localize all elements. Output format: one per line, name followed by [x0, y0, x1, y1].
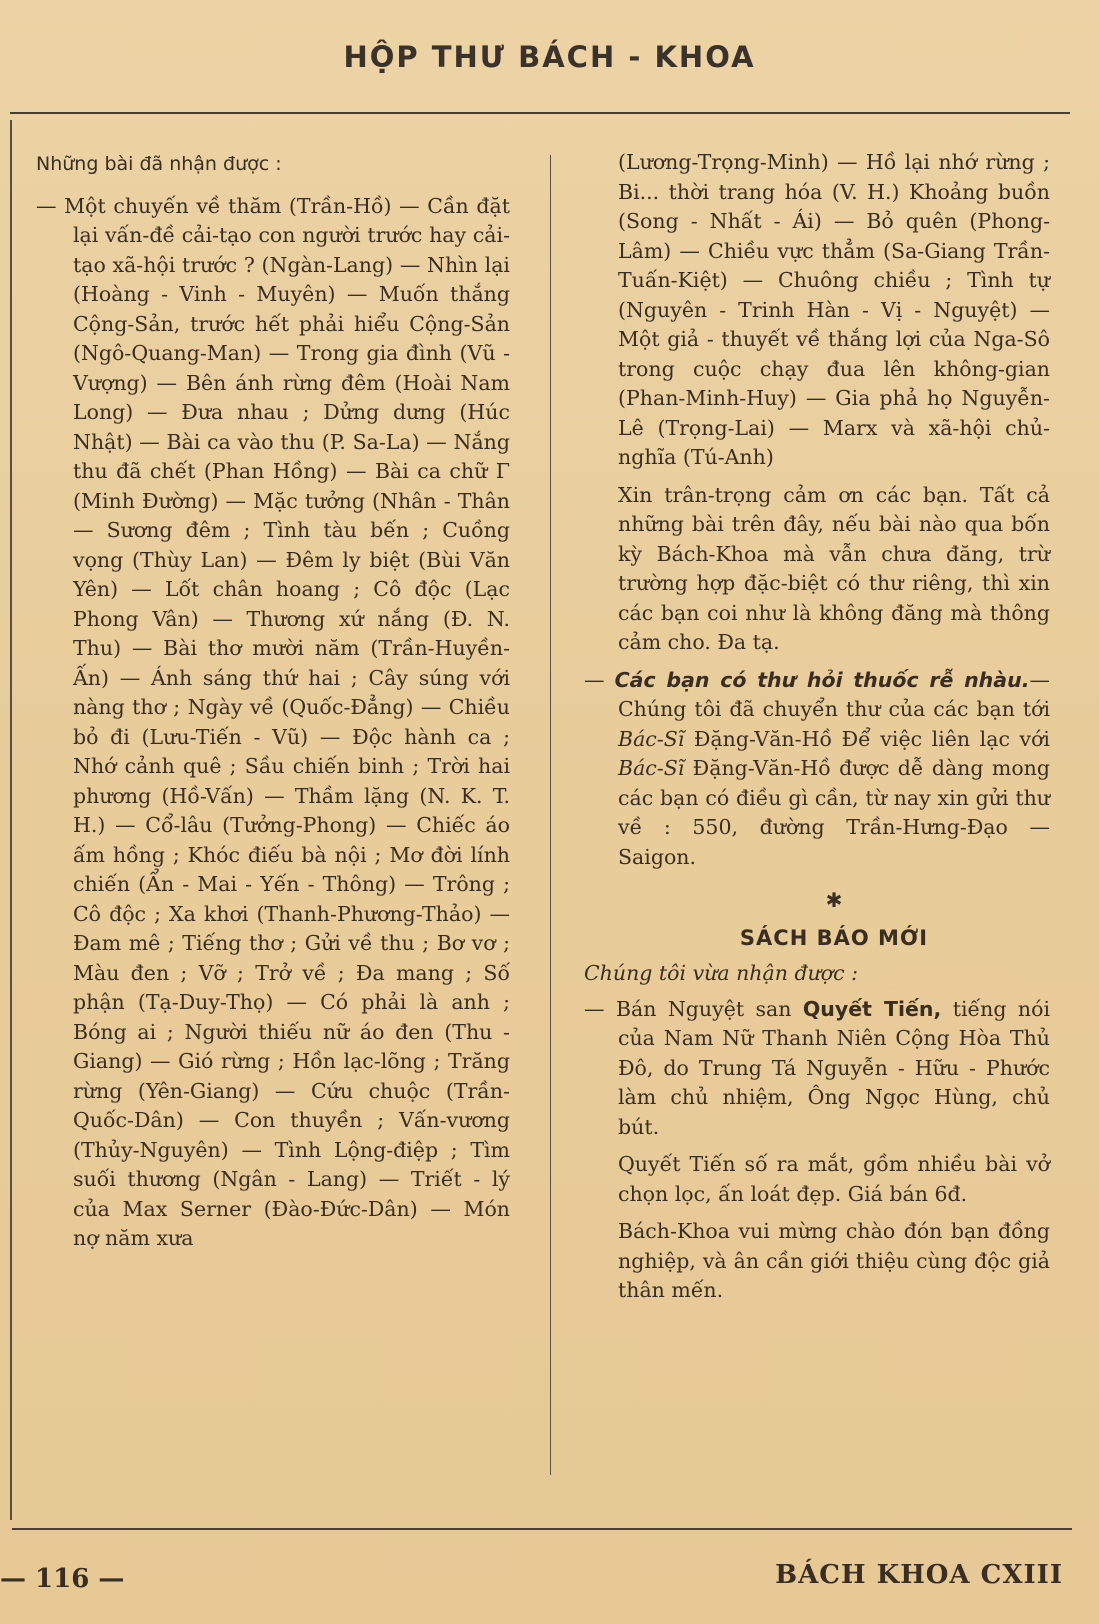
- thanks-paragraph: [584, 481, 1050, 658]
- notice-paragraph: [584, 666, 1050, 873]
- notice-doctor-2: Bác-Sĩ: [618, 756, 685, 780]
- top-rule: [10, 112, 1070, 114]
- thanks-text: Xin trân-trọng cảm ơn các bạn. Tất cả những bài trên đây, nếu bài nào qua bốn kỳ Bách-Khoa mà vẫn chưa đăng, trừ trường hợp đặc-biệt có thư riêng, thì xin các bạn coi như là không đăng mà thông cảm cho. Đa tạ.: [618, 482, 1050, 654]
- notice-text-2: Đặng-Văn-Hồ Để việc liên lạc với: [684, 726, 1050, 751]
- book-text-1: Bán Nguyệt san: [615, 996, 803, 1021]
- received-list-continued: (Lương-Trọng-Minh) — Hồ lại nhớ rừng ; Bi... thời trang hóa (V. H.) Khoảng buồn (Song - Nhất - Ái) — Bỏ quên (Phong-Lâm) — Chiều vực thẳm (Sa-Giang Trần-Tuấn-Kiệt) — Chuông chiều ; Tình tự (Nguyên - Trinh Hàn - Vị - Nguyệt) — Một giả - thuyết về thắng lợi của Nga-Sô trong cuộc chạy đua lên không-gian (Phan-Minh-Huy) — Gia phả họ Nguyễn-Lê (Trọng-Lai) — Marx và xã-hội chủ-nghĩa (Tú-Anh): [618, 150, 1050, 469]
- page-header: HỘP THƯ BÁCH - KHOA: [343, 40, 756, 74]
- book-paragraph: [584, 995, 1050, 1143]
- book-text-2: tiếng nói của Nam Nữ Thanh Niên Cộng Hòa Thủ Đô, do Trung Tá Nguyễn - Hữu - Phước làm chủ nhiệm, Ông Ngọc Hùng, chủ bút.: [618, 996, 1050, 1139]
- welcome-paragraph: Bách-Khoa vui mừng chào đón bạn đồng nghiệp, và ân cần giới thiệu cùng độc giả thân mến.: [618, 1219, 1050, 1302]
- right-column: [584, 148, 1050, 1306]
- section-title: SÁCH BÁO MỚI: [739, 925, 929, 950]
- bottom-rule: [12, 1528, 1072, 1530]
- notice-text-3: Đặng-Văn-Hồ được dễ dàng mong các bạn có điều gì cần, từ nay xin gửi thư về : 550, đường Trần-Hưng-Đạo — Saigon.: [618, 756, 1050, 869]
- notice-doctor-1: Bác-Sĩ: [618, 726, 685, 751]
- page-number: — 116 —: [0, 1564, 125, 1594]
- received-intro: Những bài đã nhận được :: [36, 153, 282, 175]
- section-subtitle: Chúng tôi vừa nhận được :: [584, 961, 859, 985]
- book-name: Quyết Tiến,: [802, 996, 942, 1021]
- notice-lead: Các bạn có thư hỏi thuốc rễ nhàu.: [614, 667, 1030, 692]
- received-list: — Một chuyến về thăm (Trần-Hồ) — Cần đặt lại vấn-đề cải-tạo con người trước hay cải-tạo xã-hội trước ? (Ngàn-Lang) — Nhìn lại (Hoàng - Vinh - Muyên) — Muốn thắng Cộng-Sản, trước hết phải hiểu Cộng-Sản (Ngô-Quang-Man) — Trong gia đình (Vũ - Vượng) — Bên ánh rừng đêm (Hoài Nam Long) — Đưa nhau ; Dửng dưng (Húc Nhật) — Bài ca vào thu (P. Sa-La) — Nắng thu đã chết (Phan Hồng) — Bài ca chữ Γ (Minh Đường) — Mặc tưởng (Nhân - Thân — Sương đêm ; Tình tàu bến ; Cuồng vọng (Thùy Lan) — Đêm ly biệt (Bùi Văn Yên) — Lốt chân hoang ; Cô độc (Lạc Phong Vân) — Thương xứ nắng (Đ. N. Thu) — Bài thơ mười năm (Trần-Huyền-Ấn) — Ánh sáng thứ hai ; Cây súng với nàng thơ ; Ngày về (Quốc-Đẳng) — Chiều bỏ đi (Lưu-Tiến - Vũ) — Độc hành ca ; Nhớ cảnh quê ; Sầu chiến binh ; Trời hai phương (Hồ-Vấn) — Thầm lặng (N. K. T. H.) — Cổ-lâu (Tưởng-Phong) — Chiếc áo ấm hồng ; Khóc điếu bà nội ; Mơ đời lính chiến (Ẩn - Mai - Yến - Thông) — Trông ; Cô độc ; Xa khơi (Thanh-Phương-Thảo) — Đam mê ; Tiếng thơ ; Gửi về thu ; Bơ vơ ; Màu đen ; Vỡ ; Trở về ; Đa mang ; Số phận (Tạ-Duy-Thọ) — Có phải là anh ; Bóng ai ; Người thiếu nữ áo đen (Thu - Giang) — Gió rừng ; Hồn lạc-lõng ; Trăng rừng (Yên-Giang) — Cứu chuộc (Trần-Quốc-Dân) — Con thuyền ; Vấn-vương (Thủy-Nguyên) — Tình Lộng-điệp ; Tìm suối thương (Ngân - Lang) — Triết - lý của Max Serner (Đào-Đức-Dân) — Món nợ năm xưa: [36, 193, 510, 1250]
- magazine-issue: BÁCH KHOA CXIII: [775, 1560, 1063, 1590]
- notice-dash: —: [584, 667, 605, 692]
- left-border-line: [10, 120, 12, 1520]
- book-description: Quyết Tiến số ra mắt, gồm nhiều bài vở chọn lọc, ấn loát đẹp. Giá bán 6đ.: [618, 1152, 1050, 1206]
- column-divider: [550, 155, 551, 1475]
- star-icon: ✱: [825, 888, 843, 912]
- notice-text-1: — Chúng tôi đã chuyển thư của các bạn tới: [618, 667, 1050, 721]
- left-column: [36, 150, 510, 1254]
- book-dash: —: [584, 996, 605, 1021]
